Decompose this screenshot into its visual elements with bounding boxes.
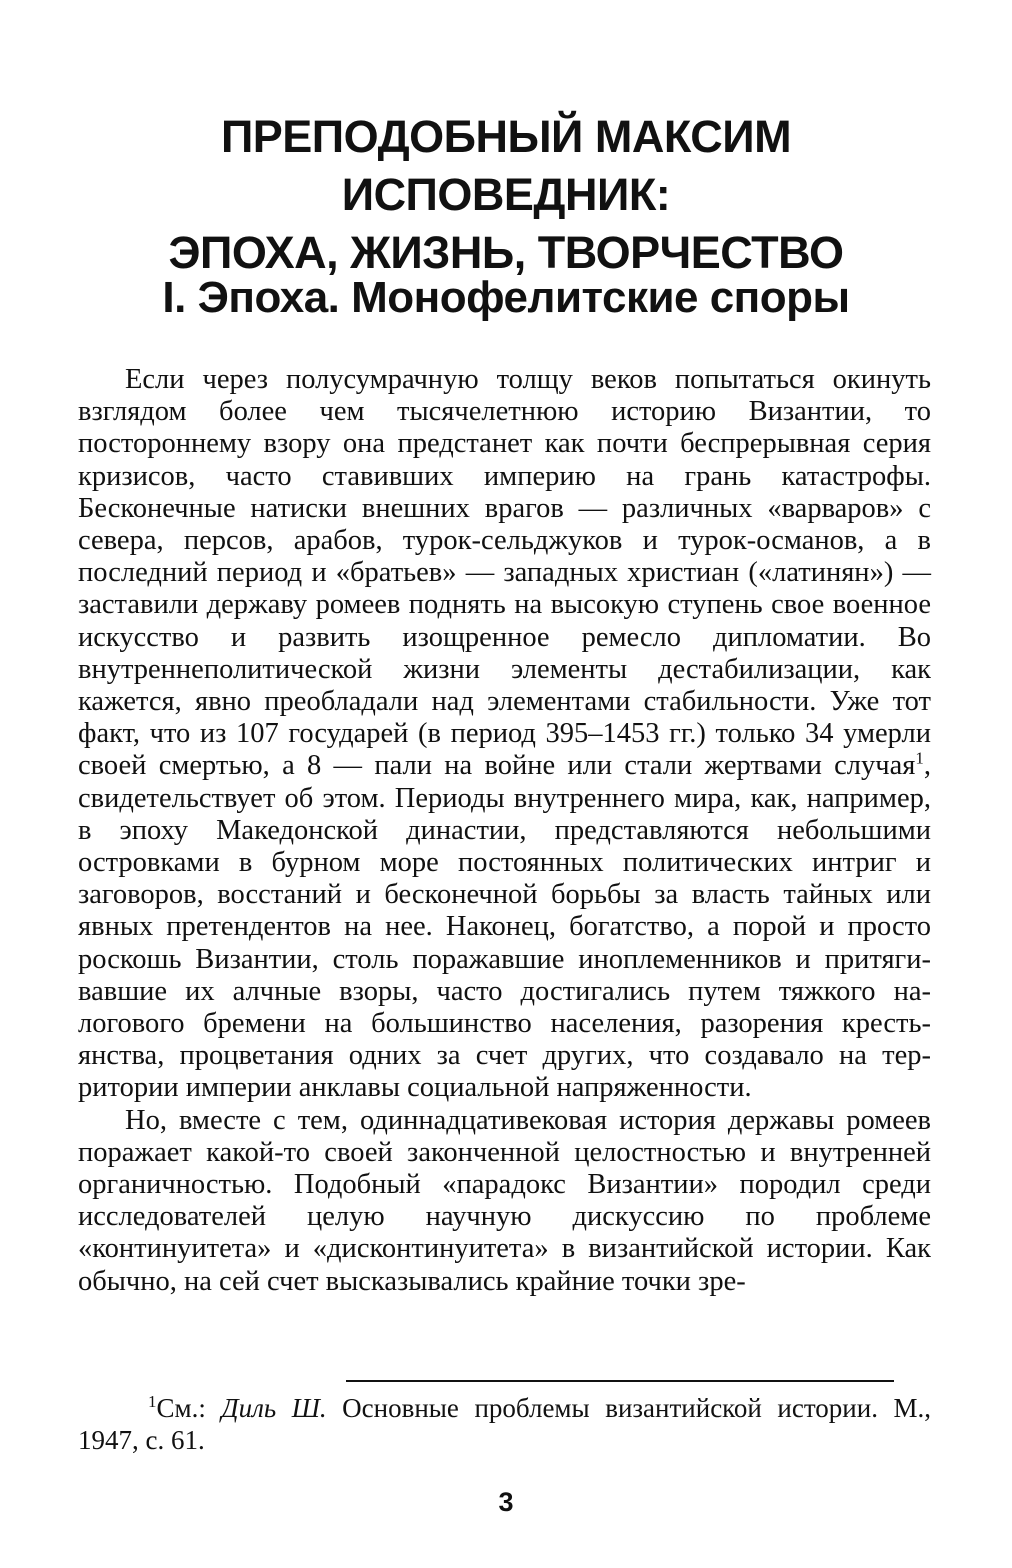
chapter-title-line-1: ПРЕПОДОБНЫЙ МАКСИМ ИСПОВЕДНИК: — [220, 111, 792, 220]
chapter-title-line-2: ЭПОХА, ЖИЗНЬ, ТВОРЧЕСТВО — [168, 227, 844, 278]
body-text — [78, 364, 931, 1298]
footnote-prefix: См.: — [156, 1393, 222, 1423]
footnote — [78, 1392, 931, 1456]
footnote-text: Основные проблемы византийской истории. М., 1947, с. 61. — [78, 1393, 931, 1455]
paragraph-2: Но, вместе с тем, одиннадцативековая история державы ромеев поражает какой-то своей законченной целостностью и внутренней органичностью. Подобный «парадокс Византии» породил среди исследователей целую научную дискуссию по проблеме «континуитета» и «дисконтинуитета» в византийской истории. Как обычно, на сей счет высказывались крайние точки зре- — [78, 1104, 931, 1297]
page-number: 3 — [498, 1487, 514, 1517]
paragraph-1-text-a: Если через полусумрачную толщу веков попытаться окинуть взглядом более чем тысячелетнюю историю Византии, то постороннему взору она предстанет как почти беспрерывная серия кризисов, часто ставивших империю на грань катастрофы. Бесконечные натиски внешних врагов — различных «варваров» с севера, персов, арабов, турок-сельджуков и турок-османов, а в последний период и «братьев» — западных христиан («латинян») — заставили державу ромеев поднять на высокую ступень свое военное искусство и развить изощренное ремесло дипломатии. Во внутреннеполитической жизни элементы дестабилизации, как кажется, явно преобладали над элементами стабильности. Уже тот факт, что из 107 государей (в период 395–1453 гг.) только 34 умерли своей смертью, а 8 — пали на войне или стали жертвами случая — [78, 364, 931, 782]
section-heading: I. Эпоха. Монофелитские споры — [162, 273, 850, 322]
footnote-divider — [346, 1380, 894, 1382]
chapter-title — [60, 108, 952, 282]
footnote-author: Диль Ш. — [221, 1393, 327, 1423]
paragraph-1 — [78, 364, 931, 1105]
paragraph-1-text-b: , свидетельствует об этом. Периоды внутреннего мира, как, например, в эпоху Македонской династии, представляются небольшими островками в бурном море постоянных политических интриг и заговоров, восстаний и бесконечной борьбы за власть тайных или явных претендентов на нее. Наконец, богатство, а порой и просто роскошь Византии, столь поражавшие иноплеменников и притягивавшие их алчные взоры, часто достигались путем тяжкого налогового бремени на большинство населения, разорения крестьянства, процветания одних за счет других, что создавало на территории империи анклавы социальной напряженности. — [78, 750, 931, 1104]
footnote-marker: 1 — [148, 1392, 157, 1411]
footnote-reference: 1 — [915, 748, 924, 768]
